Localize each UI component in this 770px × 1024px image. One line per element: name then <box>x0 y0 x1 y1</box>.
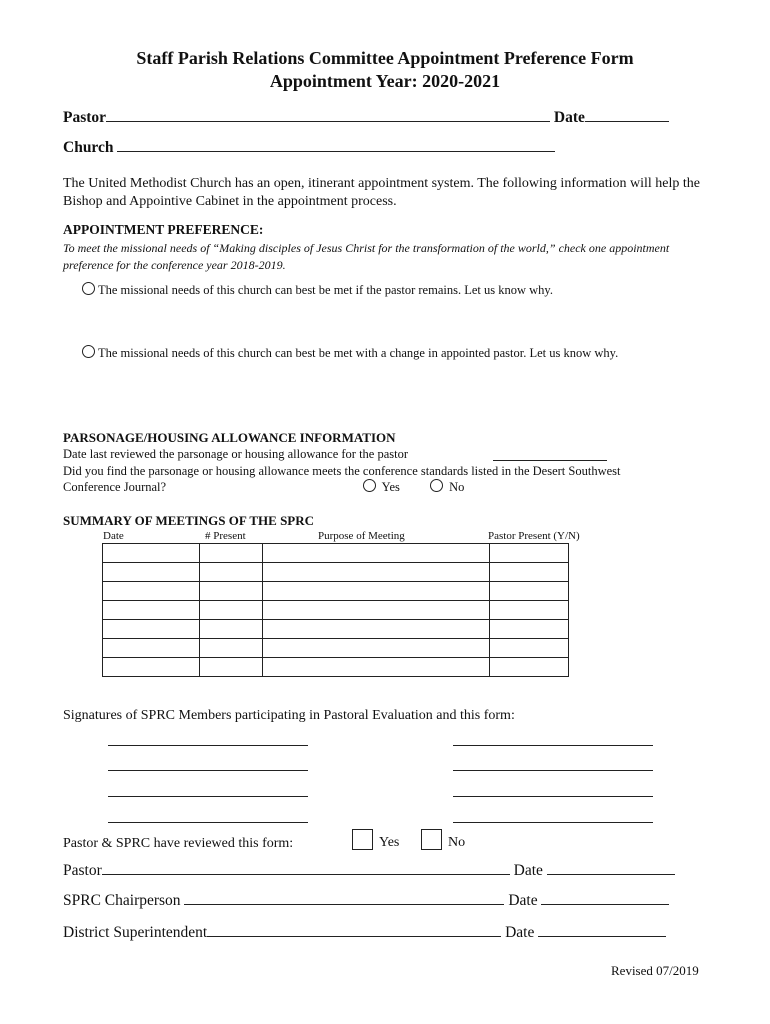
chair-label: SPRC Chairperson <box>63 892 181 909</box>
table-cell[interactable] <box>263 639 490 658</box>
church-label: Church <box>63 139 114 156</box>
table-cell[interactable] <box>200 582 263 601</box>
parsonage-date-line[interactable] <box>493 460 607 461</box>
table-row <box>103 582 569 601</box>
radio-yes-icon[interactable] <box>363 479 376 492</box>
signature-line[interactable] <box>108 822 308 823</box>
review-no-checkbox[interactable] <box>421 829 442 850</box>
ds-date-label: Date <box>505 924 535 941</box>
signature-line[interactable] <box>108 770 308 771</box>
table-cell[interactable] <box>200 620 263 639</box>
review-no-label: No <box>448 835 466 850</box>
table-cell[interactable] <box>490 563 569 582</box>
meetings-table <box>102 543 569 677</box>
col-present: # Present <box>205 530 246 542</box>
chair-date-label: Date <box>508 892 538 909</box>
table-cell[interactable] <box>490 601 569 620</box>
review-label: Pastor & SPRC have reviewed this form: <box>63 836 294 851</box>
table-cell[interactable] <box>103 582 200 601</box>
review-no-option[interactable] <box>421 829 465 852</box>
table-cell[interactable] <box>103 639 200 658</box>
radio-change-icon[interactable] <box>82 345 95 358</box>
date-input-line[interactable] <box>585 121 669 122</box>
meetings-heading: SUMMARY OF MEETINGS OF THE SPRC <box>63 513 315 528</box>
table-cell[interactable] <box>263 658 490 677</box>
table-cell[interactable] <box>263 563 490 582</box>
table-cell[interactable] <box>200 544 263 563</box>
parsonage-no-label: No <box>449 480 465 494</box>
pastor-label: Pastor <box>63 109 107 126</box>
table-cell[interactable] <box>103 658 200 677</box>
ds-field <box>63 924 666 942</box>
table-cell[interactable] <box>490 582 569 601</box>
bottom-pastor-label: Pastor <box>63 862 102 879</box>
table-row <box>103 601 569 620</box>
parsonage-no-option[interactable] <box>430 479 464 495</box>
table-cell[interactable] <box>200 601 263 620</box>
signature-line[interactable] <box>453 822 653 823</box>
option-change-text: The missional needs of this church can best be met with a change in appointed pastor. Let us know why. <box>98 346 619 360</box>
radio-no-icon[interactable] <box>430 479 443 492</box>
parsonage-question-line2: Conference Journal? <box>63 480 167 494</box>
radio-remain-icon[interactable] <box>82 282 95 295</box>
option-remain-text: The missional needs of this church can best be met if the pastor remains. Let us know why. <box>98 283 553 297</box>
col-date: Date <box>103 530 124 542</box>
table-row <box>103 620 569 639</box>
chair-date-line[interactable] <box>541 904 669 905</box>
parsonage-heading: PARSONAGE/HOUSING ALLOWANCE INFORMATION <box>63 430 396 445</box>
form-title: Staff Parish Relations Committee Appointment Preference Form <box>136 48 634 68</box>
review-yes-checkbox[interactable] <box>352 829 373 850</box>
appointment-instruction: To meet the missional needs of “Making disciples of Jesus Christ for the transformation of the world,” check one appointment preference for the conference year 2018-2019. <box>63 241 670 272</box>
table-cell[interactable] <box>103 544 200 563</box>
church-field <box>63 139 555 157</box>
table-cell[interactable] <box>263 601 490 620</box>
intro-paragraph: The United Methodist Church has an open, itinerant appointment system. The following information will help the Bishop and Appointive Cabinet in the appointment process. <box>63 176 701 209</box>
chair-line[interactable] <box>184 904 504 905</box>
table-cell[interactable] <box>200 639 263 658</box>
parsonage-yes-label: Yes <box>381 480 400 494</box>
table-row <box>103 639 569 658</box>
review-yes-label: Yes <box>379 835 400 850</box>
table-cell[interactable] <box>200 658 263 677</box>
table-cell[interactable] <box>263 544 490 563</box>
ds-line[interactable] <box>207 936 501 937</box>
signature-line[interactable] <box>453 770 653 771</box>
appointment-heading: APPOINTMENT PREFERENCE: <box>63 222 264 237</box>
col-purpose: Purpose of Meeting <box>318 530 405 542</box>
table-cell[interactable] <box>103 620 200 639</box>
table-cell[interactable] <box>103 601 200 620</box>
table-cell[interactable] <box>490 639 569 658</box>
bottom-pastor-field <box>63 862 675 880</box>
review-yes-option[interactable] <box>352 829 399 852</box>
bottom-pastor-line[interactable] <box>102 874 510 875</box>
table-cell[interactable] <box>200 563 263 582</box>
signature-line[interactable] <box>453 796 653 797</box>
table-cell[interactable] <box>263 582 490 601</box>
church-input-line[interactable] <box>117 151 555 152</box>
date-label: Date <box>553 109 585 126</box>
option-pastor-remains[interactable] <box>82 282 553 298</box>
table-cell[interactable] <box>490 658 569 677</box>
table-cell[interactable] <box>263 620 490 639</box>
parsonage-yes-option[interactable] <box>363 479 400 495</box>
table-row <box>103 544 569 563</box>
pastor-field <box>63 109 669 127</box>
option-pastor-change[interactable] <box>82 345 618 361</box>
pastor-input-line[interactable] <box>106 121 550 122</box>
signature-line[interactable] <box>453 745 653 746</box>
signature-line[interactable] <box>108 796 308 797</box>
signature-line[interactable] <box>108 745 308 746</box>
bottom-pastor-date-line[interactable] <box>547 874 675 875</box>
col-pastor-present: Pastor Present (Y/N) <box>488 530 580 542</box>
table-cell[interactable] <box>490 620 569 639</box>
table-cell[interactable] <box>490 544 569 563</box>
ds-label: District Superintendent <box>63 924 208 941</box>
ds-date-line[interactable] <box>538 936 666 937</box>
table-cell[interactable] <box>103 563 200 582</box>
parsonage-date-reviewed: Date last reviewed the parsonage or housing allowance for the pastor <box>63 447 409 461</box>
bottom-date-label: Date <box>513 862 543 879</box>
table-row <box>103 563 569 582</box>
signatures-label: Signatures of SPRC Members participating in Pastoral Evaluation and this form: <box>63 708 515 723</box>
table-row <box>103 658 569 677</box>
chair-field <box>63 892 669 910</box>
parsonage-question-line1: Did you find the parsonage or housing allowance meets the conference standards listed in the Desert Southwest <box>63 464 621 478</box>
revised-note: Revised 07/2019 <box>611 963 699 978</box>
form-subtitle: Appointment Year: 2020-2021 <box>269 71 501 91</box>
